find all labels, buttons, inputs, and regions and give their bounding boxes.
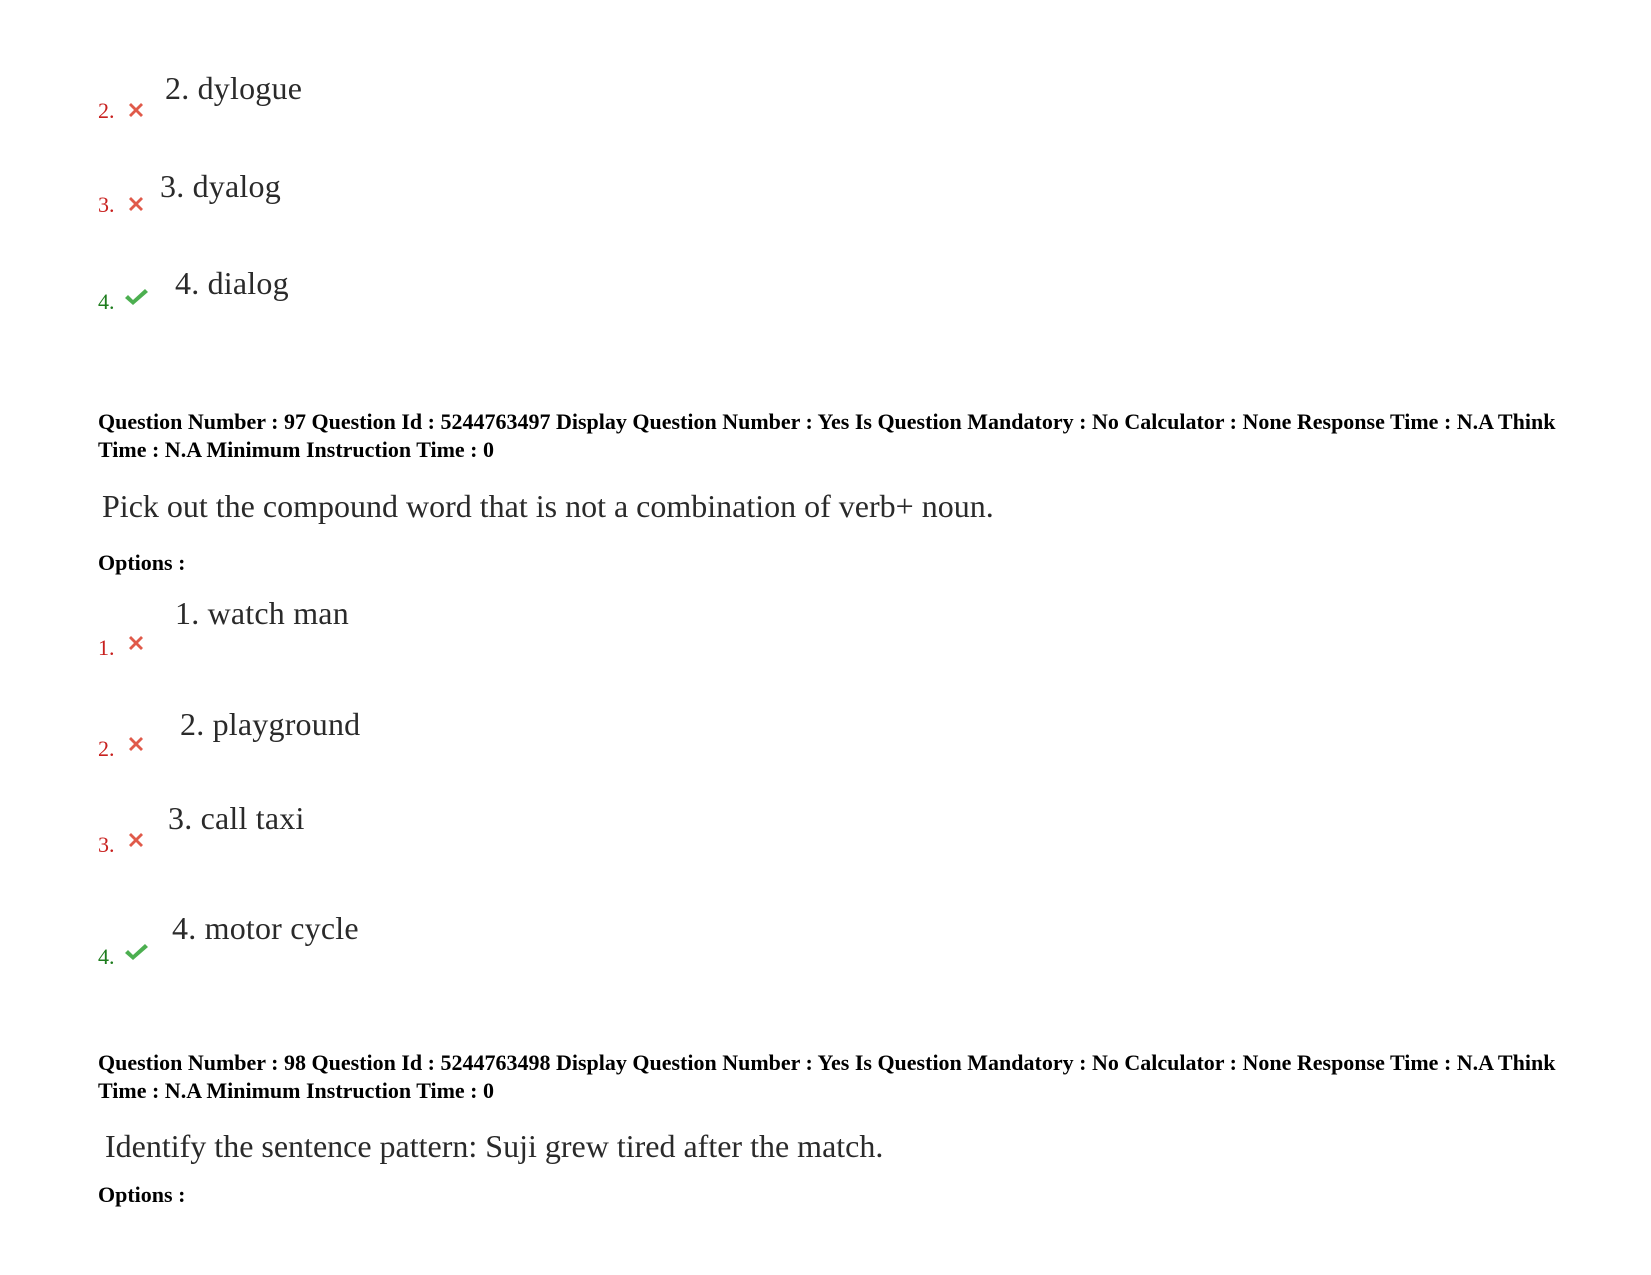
cross-icon	[124, 192, 148, 216]
cross-icon	[124, 828, 148, 852]
option-text: 2. dylogue	[165, 70, 303, 106]
option-number: 4.	[98, 944, 115, 969]
option-number: 4.	[98, 289, 115, 314]
options-label: Options :	[98, 1182, 186, 1207]
option-number: 1.	[98, 635, 115, 660]
cross-icon	[124, 732, 148, 756]
options-label: Options :	[98, 550, 186, 575]
option-row	[0, 595, 700, 660]
cross-icon	[124, 631, 148, 655]
option-number: 2.	[98, 736, 115, 761]
question-meta: Question Number : 97 Question Id : 5244763497 Display Question Number : Yes Is Question Mandatory : No Calculator : None Response Time : N.A Think Time : N.A Minimum Instruction Time : 0	[98, 409, 1556, 462]
option-text: 4. dialog	[175, 265, 289, 301]
option-row	[0, 800, 700, 860]
option-row	[0, 910, 700, 970]
cross-icon	[124, 98, 148, 122]
check-icon	[122, 285, 150, 309]
option-number: 3.	[98, 192, 115, 217]
option-text: 3. dyalog	[160, 168, 281, 204]
option-text: 4. motor cycle	[172, 910, 359, 946]
check-icon	[122, 940, 150, 964]
option-row	[0, 265, 700, 325]
option-text: 3. call taxi	[168, 800, 305, 836]
option-text: 2. playground	[180, 706, 361, 742]
option-row	[0, 70, 700, 130]
option-number: 3.	[98, 832, 115, 857]
question-text: Identify the sentence pattern: Suji grew tired after the match.	[105, 1128, 884, 1164]
option-text: 1. watch man	[175, 595, 349, 631]
option-number: 2.	[98, 98, 115, 123]
question-meta: Question Number : 98 Question Id : 5244763498 Display Question Number : Yes Is Question Mandatory : No Calculator : None Response Time : N.A Think Time : N.A Minimum Instruction Time : 0	[98, 1050, 1556, 1103]
question-text: Pick out the compound word that is not a combination of verb+ noun.	[102, 488, 994, 524]
option-row	[0, 706, 700, 766]
option-row	[0, 168, 700, 228]
